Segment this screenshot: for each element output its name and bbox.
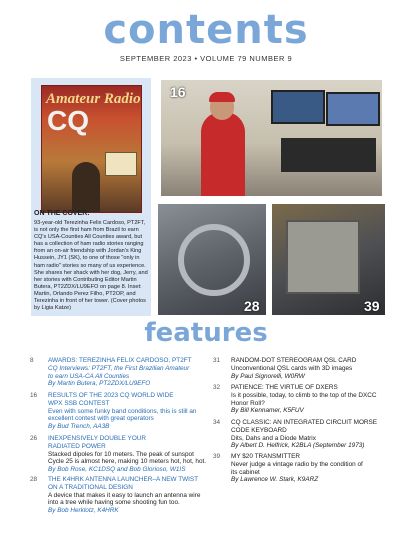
article-author: By Lawrence W. Stark, K9ARZ (231, 476, 319, 484)
article-description: Is it possible, today, to climb to the top of the DXCC Honor Roll? (231, 391, 377, 407)
article-title: RANDOM-DOT STEREOGRAM QSL CARD (231, 357, 357, 364)
launcher-shape (178, 224, 250, 296)
article-page-number: 39 (213, 453, 221, 460)
article-description: Even with some funky band conditions, this is still an excellent contest with great operators (48, 407, 197, 423)
cover-person (72, 162, 100, 212)
cap-shape (209, 92, 235, 102)
monitor-shape (271, 90, 325, 124)
features-heading: features (144, 318, 268, 348)
radio-rig-shape (281, 138, 376, 172)
feature-photo-main[interactable] (161, 80, 382, 196)
article-title: RESULTS OF THE 2023 CQ WORLD WIDE WPX SSB CONTEST (48, 392, 174, 407)
article-title: AWARDS: TEREZINHA FELIX CARDOSO, PT2FT (48, 357, 192, 364)
article-title: CQ CLASSIC: AN INTEGRATED CIRCUIT MORSE CODE KEYBOARD (231, 419, 378, 434)
article-page-number: 32 (213, 384, 221, 391)
cover-logo: CQ (47, 105, 89, 136)
photo-page-label-left: 28 (244, 298, 260, 314)
article-title: MY $20 TRANSMITTER (231, 453, 301, 460)
chassis-shape (286, 220, 360, 294)
cover-badge (105, 152, 137, 176)
article-page-number: 8 (30, 357, 34, 364)
article-author: By Martin Butera, PT2ZDX/LU9EFO (48, 380, 151, 388)
monitor-shape (326, 92, 380, 126)
article-author: By Bill Kennamer, K5FUV (231, 407, 304, 415)
article-title: PATIENCE: THE VIRTUE OF DXERS (231, 384, 338, 391)
cover-description: 93-year-old Terezinha Felix Cardoso, PT2FT, is not only the first ham from Brazil to earn CQ's USA-Counties All Counties award, but has a collection of ham radio stories ranging from an on-air friendship with Jordan's King Hussein, JY1 (SK), to one of those "only in ham radio" stories so many of us experience. She shares her shack with her dog, Jerry, and her stories with Contributing Editor Martin Butera, PT2ZDX/LU9EFO on page 8. Inset: Martin, Orlando Perez Filho, PT2OP, and Terezinha in front of her tower. (Cover photos by Ligia Katze) (34, 220, 148, 312)
cover-masthead: Amateur Radio (46, 91, 141, 107)
article-description: Unconventional QSL cards with 3D images (231, 364, 353, 372)
article-description: Never judge a vintage radio by the condition of its cabinet (231, 460, 363, 476)
article-author: By Bob Rose, KC1DSQ and Bob Glorioso, W1IS (48, 466, 186, 474)
photo-page-label-right: 39 (364, 298, 380, 314)
article-title: INEXPENSIVELY DOUBLE YOUR RADIATED POWER (48, 435, 147, 450)
page-title: contents (103, 7, 309, 53)
article-page-number: 26 (30, 435, 38, 442)
article-title: THE K4HRK ANTENNA LAUNCHER–A NEW TWIST ON A TRADITIONAL DESIGN (48, 476, 199, 491)
article-description: Stacked dipoles for 10 meters. The peak of sunspot Cycle 25 is almost here, making 10 meters hot, hot, hot. (48, 450, 207, 466)
article-page-number: 28 (30, 476, 38, 483)
article-page-number: 16 (30, 392, 38, 399)
article-description: Dits, Dahs and a Diode Matrix (231, 434, 316, 442)
operator-shape (201, 112, 245, 196)
article-author: By Albert D. Helfrick, K2BLA (September 1973) (231, 442, 365, 450)
cover-image[interactable] (41, 85, 142, 213)
article-author: By Paul Signorelli, W0RW (231, 372, 305, 380)
article-author: By Bob Herklotz, K4HRK (48, 507, 119, 515)
article-page-number: 31 (213, 357, 221, 364)
article-author: By Bud Trench, AA3B (48, 423, 110, 431)
cover-heading: ON THE COVER: (34, 210, 90, 217)
issue-line: SEPTEMBER 2023 • VOLUME 79 NUMBER 9 (119, 54, 293, 63)
article-description: A device that makes it easy to launch an antenna wire into a tree while having some shooting fun too. (48, 491, 201, 507)
photo-page-label-main: 16 (170, 84, 186, 100)
article-page-number: 34 (213, 419, 221, 426)
article-description: CQ Interviews: PT2FT, the First Brazilian Amateur to earn USA-CA All Counties (48, 364, 190, 380)
